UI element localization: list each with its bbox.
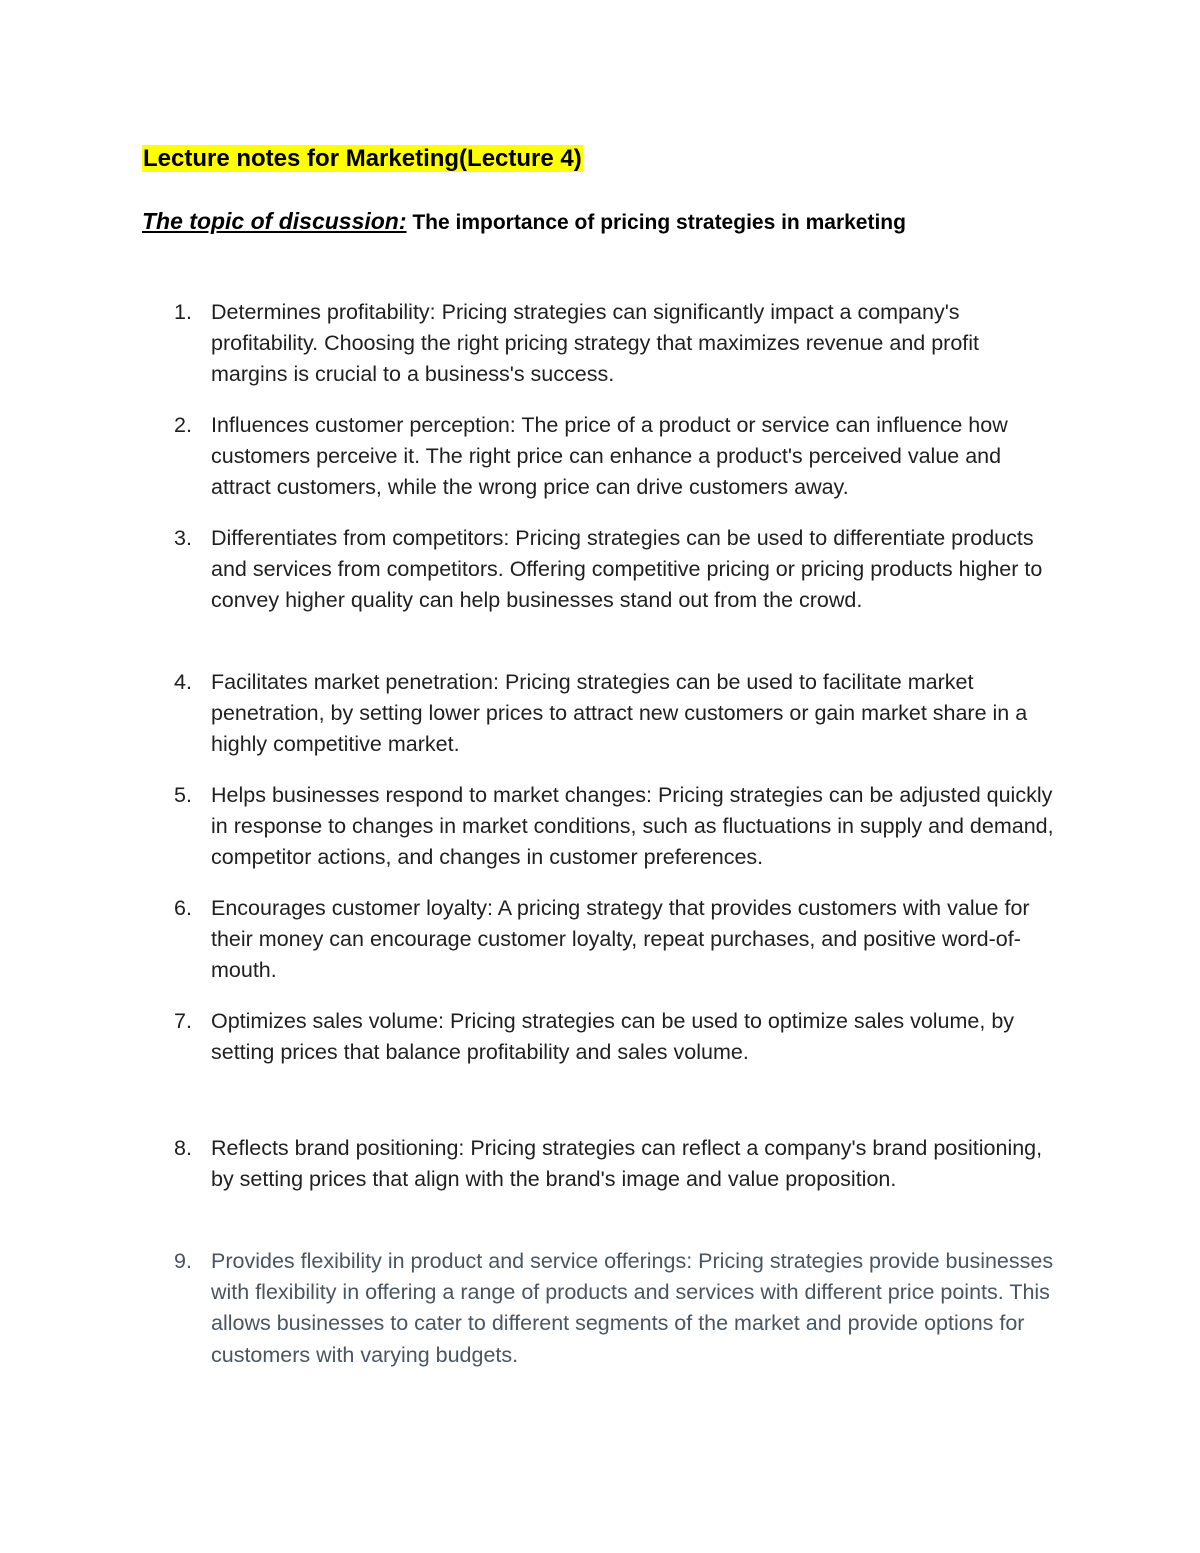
list-item-text: Encourages customer loyalty: A pricing strategy that provides customers with value for their money can encourage customer loyalty, repeat purchases, and positive word-of-mouth. — [211, 896, 1030, 983]
topic-line — [142, 205, 906, 239]
list-item-text: Optimizes sales volume: Pricing strategies can be used to optimize sales volume, by setting prices that balance profitability and sales volume. — [211, 1009, 1015, 1065]
list-item-text: Influences customer perception: The price of a product or service can influence how customers perceive it. The right price can enhance a product's perceived value and attract customers, while the wrong price can drive customers away. — [211, 413, 1008, 500]
list-item-number: 8. — [174, 1136, 192, 1160]
list-item-number: 2. — [174, 413, 192, 437]
list-item-text: Differentiates from competitors: Pricing strategies can be used to differentiate products and services from competitors. Offering competitive pricing or pricing products higher to convey higher quality can help businesses stand out from the crowd. — [211, 526, 1043, 613]
title-highlight: Lecture notes for Marketing(Lecture 4) — [143, 145, 582, 172]
list-item-number: 4. — [174, 670, 192, 694]
list-item-text: Provides flexibility in product and service offerings: Pricing strategies provide businesses with flexibility in offering a range of products and services with different price points. This allows businesses to cater to different segments of the market and provide options for customers with varying budgets. — [211, 1249, 1054, 1367]
list-item-text: Determines profitability: Pricing strategies can significantly impact a company's profitability. Choosing the right pricing strategy that maximizes revenue and profit margins is crucial to a business's success. — [211, 300, 980, 387]
list-item-number: 3. — [174, 526, 192, 550]
document-title — [142, 142, 583, 176]
list-item-number: 1. — [174, 300, 192, 324]
list-item-number: 7. — [174, 1009, 192, 1033]
topic-text: The importance of pricing strategies in marketing — [406, 211, 906, 234]
list-item-text: Helps businesses respond to market changes: Pricing strategies can be adjusted quickly in response to changes in market conditions, such as fluctuations in supply and demand, competitor actions, and changes in customer preferences. — [211, 783, 1054, 870]
topic-label: The topic of discussion: — [142, 208, 407, 234]
list-item-number: 9. — [174, 1249, 192, 1273]
list-item-text: Reflects brand positioning: Pricing strategies can reflect a company's brand positioning, by setting prices that align with the brand's image and value proposition. — [211, 1136, 1043, 1192]
list-item-number: 6. — [174, 896, 192, 920]
list-item-text: Facilitates market penetration: Pricing strategies can be used to facilitate market penetration, by setting lower prices to attract new customers or gain market share in a highly competitive market. — [211, 670, 1028, 757]
list-item-number: 5. — [174, 783, 192, 807]
